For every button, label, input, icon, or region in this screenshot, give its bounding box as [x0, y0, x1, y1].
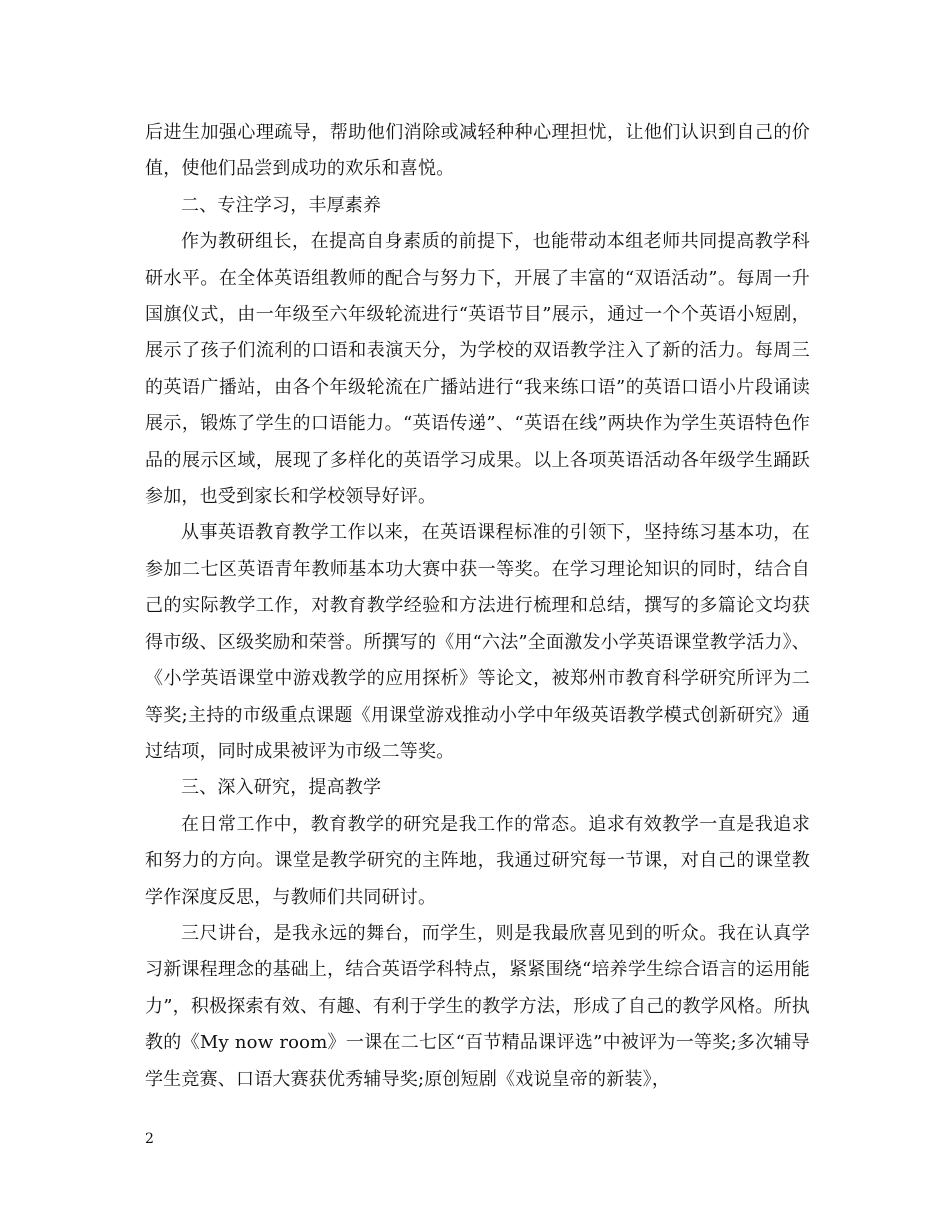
- paragraph-7: 三尺讲台，是我永远的舞台，而学生，则是我最欣喜见到的听众。我在认真学习新课程理念的基础上，结合英语学科特点，紧紧围绕“培养学生综合语言的运用能力”，积极探索有效、有趣、有利于学生的教学方法，形成了自己的教学风格。所执教的《My now room》一课在二七区“百节精品课评选”中被评为一等奖;多次辅导学生竞赛、口语大赛获优秀辅导奖;原创短剧《戏说皇帝的新装》，: [145, 922, 810, 1090]
- paragraph-1: 后进生加强心理疏导，帮助他们消除或减轻种种心理担忧，让他们认识到自己的价值，使他们品尝到成功的欢乐和喜悦。: [145, 122, 810, 180]
- paragraph-4: 从事英语教育教学工作以来，在英语课程标准的引领下，坚持练习基本功，在参加二七区英语青年教师基本功大赛中获一等奖。在学习理论知识的同时，结合自己的实际教学工作，对教育教学经验和方法进行梳理和总结，撰写的多篇论文均获得市级、区级奖励和荣誉。所撰写的《用“六法”全面激发小学英语课堂教学活力》、《小学英语课堂中游戏教学的应用探析》等论文，被郑州市教育科学研究所评为二等奖;主持的市级重点课题《用课堂游戏推动小学中年级英语教学模式创新研究》通过结项，同时成果被评为市级二等奖。: [145, 522, 811, 762]
- paragraph-3: 作为教研组长，在提高自身素质的前提下，也能带动本组老师共同提高教学科研水平。在全体英语组教师的配合与努力下，开展了丰富的“双语活动”。每周一升国旗仪式，由一年级至六年级轮流进行“英语节目”展示，通过一个个英语小短剧，展示了孩子们流利的口语和表演天分，为学校的双语教学注入了新的活力。每周三的英语广播站，由各个年级轮流在广播站进行“我来练口语”的英语口语小片段诵读展示，锻炼了学生的口语能力。“英语传递”、“英语在线”两块作为学生英语特色作品的展示区域，展现了多样化的英语学习成果。以上各项英语活动各年级学生踊跃参加，也受到家长和学校领导好评。: [145, 231, 810, 508]
- section-heading-2: 二、专注学习，丰厚素养: [181, 194, 382, 216]
- section-heading-3: 三、深入研究，提高教学: [181, 777, 382, 799]
- page-number: 2: [145, 1131, 154, 1147]
- paragraph-6: 在日常工作中，教育教学的研究是我工作的常态。追求有效教学一直是我追求和努力的方向。课堂是教学研究的主阵地，我通过研究每一节课，对自己的课堂教学作深度反思，与教师们共同研讨。: [145, 813, 810, 908]
- document-body: [145, 115, 810, 1098]
